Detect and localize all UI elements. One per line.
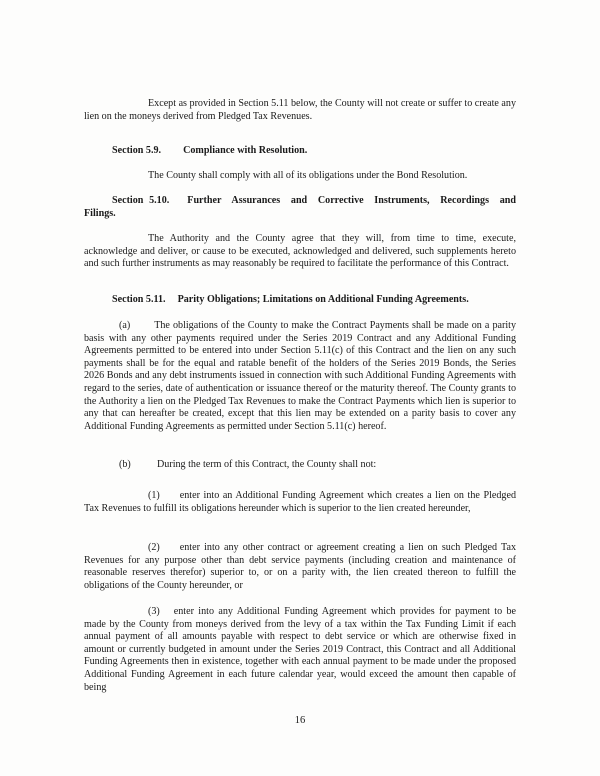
intro-paragraph: Except as provided in Section 5.11 below, the County will not create or suffer to create any lien on the moneys derived from Pledged Tax Revenues.: [84, 98, 516, 122]
item-3-text: enter into any Additional Funding Agreement which provides for payment to be made by the County from moneys derived from the levy of a tax within the Tax Funding Limit if each annual payment of all amounts payable with respect to debt service or which are otherwise fixed in amount or currently budgeted in amount under the Series 2019 Contract, this Contract and all Additional Funding Agreements then in existence, together with each annual payment to be made under the proposed Additional Funding Agreement in each future calendar year, would exceed the amount then capable of being: [84, 606, 516, 693]
section-5-9-number: Section 5.9.: [112, 145, 162, 156]
section-5-10-body: The Authority and the County agree that they will, from time to time, execute, acknowledge and deliver, or cause to be executed, acknowledged and delivered, such supplements hereto and such further instruments as may reasonably be required to facilitate the performance of this Contract.: [84, 233, 516, 270]
section-5-11-para-b: [119, 459, 376, 472]
item-1-label: (1): [148, 490, 160, 501]
item-2: [84, 542, 516, 592]
item-2-label: (2): [148, 542, 160, 553]
section-5-11-heading: [84, 294, 516, 307]
para-b-text: During the term of this Contract, the County shall not:: [157, 459, 377, 470]
section-5-9-body: The County shall comply with all of its obligations under the Bond Resolution.: [148, 170, 468, 181]
page-number: 16: [294, 715, 306, 726]
para-b-label: (b): [119, 459, 131, 470]
section-5-9-heading: [84, 145, 516, 158]
item-1-text: enter into an Additional Funding Agreement which creates a lien on the Pledged Tax Revenues to fulfill its obligations hereunder which is superior to the lien created hereunder,: [84, 490, 516, 514]
section-5-11-number: Section 5.11.: [112, 294, 166, 305]
section-5-9-title: Compliance with Resolution.: [183, 145, 308, 156]
item-1: [84, 490, 516, 515]
section-5-10-title: Further Assurances and Corrective Instruments, Recordings and Filings.: [84, 195, 516, 219]
item-2-text: enter into any other contract or agreement creating a lien on such Pledged Tax Revenues for any purpose other than debt service payments (including creation and maintenance of reasonable reserves therefor) superior to, or on a parity with, the lien created thereon to fulfill the obligations of the County hereunder, or: [84, 542, 516, 591]
section-5-11-title: Parity Obligations; Limitations on Additional Funding Agreements.: [177, 294, 469, 305]
section-5-10-number: Section 5.10.: [112, 195, 170, 206]
item-3: [84, 606, 516, 694]
para-a-label: (a): [119, 320, 131, 331]
para-a-text: The obligations of the County to make the Contract Payments shall be made on a parity basis with any other payments required under the Series 2019 Contract and any Additional Funding Agreements permitted to be entered into under Section 5.11(c) of this Contract and the lien on any such payments shall be for the equal and ratable benefit of the holders of the Series 2019 Bonds, the Series 2026 Bonds and any debt instruments issued in connection with such Additional Funding Agreements with regard to the series, date of authentication or issuance thereof or the maturity thereof. The County grants to the Authority a lien on the Pledged Tax Revenues to make the Contract Payments which lien is superior to any that can hereafter be created, except that this lien may be extended on a parity basis to cover any Additional Funding Agreements as permitted under Section 5.11(c) hereof.: [84, 320, 516, 432]
section-5-11-para-a: [84, 320, 516, 433]
item-3-label: (3): [148, 606, 160, 617]
section-5-10-heading: [84, 195, 516, 220]
